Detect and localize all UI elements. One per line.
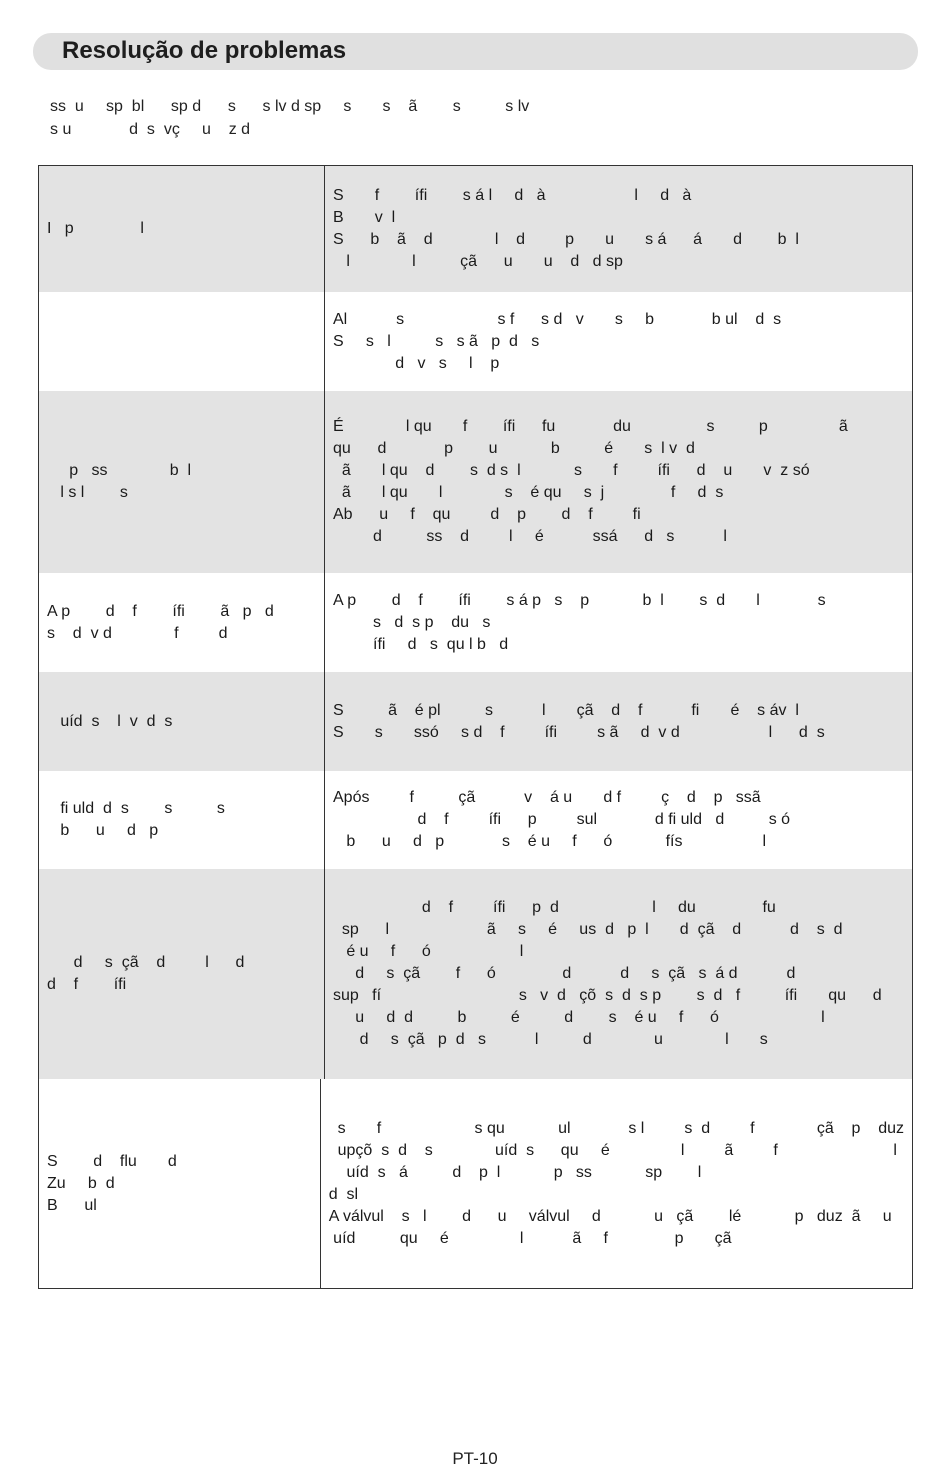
problem-text: I p l <box>47 220 144 237</box>
table-row <box>39 391 912 573</box>
problem-text: d f ífi <box>47 976 127 993</box>
problem-text: B ul <box>47 1196 97 1214</box>
solution-text: s d s p du s <box>333 613 491 631</box>
problem-cell <box>39 166 325 292</box>
solution-text: B v l <box>333 209 396 226</box>
problem-text: s d v d f d <box>47 624 228 642</box>
problem-text: b u d p <box>47 822 159 839</box>
table-row <box>39 672 912 771</box>
intro-line: ss u sp bl sp d s s lv d sp s s ã s s lv <box>50 98 530 115</box>
solution-text: é u f ó l <box>333 943 524 960</box>
solution-text: d ss d l é ssá d s l <box>333 528 727 545</box>
solution-text: S s ssó s d f ífi s ã d v d l d s <box>333 723 825 741</box>
section-header-bar <box>33 33 918 70</box>
problem-cell <box>39 672 325 771</box>
problem-cell <box>39 869 325 1079</box>
solution-cell <box>325 391 912 573</box>
solution-text: S s l s s ã p d s <box>333 332 540 350</box>
problem-text: d s çã d l d <box>47 954 245 971</box>
table-row <box>39 292 912 391</box>
solution-cell <box>325 292 912 391</box>
solution-text: uíd s á d p l p ss sp l <box>328 1163 702 1181</box>
solution-text: S b ã d l d p u s á á d b l <box>333 231 799 248</box>
solution-cell <box>325 771 912 869</box>
troubleshooting-table <box>38 165 913 1289</box>
table-row <box>39 869 912 1079</box>
solution-cell <box>325 166 912 292</box>
solution-text: d s çã p d s l d u l s <box>333 1031 768 1048</box>
problem-cell <box>39 1079 321 1288</box>
solution-cell <box>325 869 912 1079</box>
table-row <box>39 771 912 869</box>
solution-cell <box>325 573 912 672</box>
solution-text: u d d b é d s é u f ó l <box>333 1009 825 1026</box>
problem-text: S d flu d <box>47 1152 177 1170</box>
solution-text: uíd qu é l ã f p çã <box>328 1229 732 1247</box>
intro-line: s u d s vç u z d <box>50 121 251 138</box>
solution-text: upçõ s d s uíd s qu é l ã f l <box>328 1141 897 1159</box>
solution-text: sup fí s v d çõ s d s p s d f ífi qu d <box>333 987 882 1004</box>
solution-text: S f ífi s á l d à l d à <box>333 187 692 204</box>
solution-text: ã l qu l s é qu s j f d s <box>333 484 724 501</box>
problem-text: uíd s l v d s <box>47 712 173 730</box>
problem-cell <box>39 391 325 573</box>
table-row <box>39 573 912 672</box>
intro-paragraph <box>50 95 890 141</box>
solution-text: ã l qu d s d s l s f ífi d u v z só <box>333 462 810 479</box>
solution-text: b u d p s é u f ó fís l <box>333 833 767 850</box>
solution-text: Ab u f qu d p d f fi <box>333 506 641 523</box>
problem-text: l s l s <box>47 484 128 501</box>
solution-text: l l çã u u d d sp <box>333 253 623 270</box>
solution-text: Al s s f s d v s b b ul d s <box>333 310 782 328</box>
solution-text: s f s qu ul s l s d f çã p duz <box>328 1119 904 1137</box>
problem-cell <box>39 771 325 869</box>
solution-text: d f ífi p d l du fu <box>333 899 776 916</box>
solution-text: d s çã f ó d d s çã s á d d <box>333 965 796 982</box>
problem-text: Zu b d <box>47 1174 115 1192</box>
solution-text: É l qu f ífi fu du s p ã <box>333 418 848 435</box>
solution-text: d f ífi p sul d fi uld d s ó <box>333 811 791 828</box>
solution-text: A p d f ífi s á p s p b l s d l s <box>333 591 826 609</box>
solution-cell <box>325 672 912 771</box>
table-row <box>39 166 912 292</box>
table-row <box>39 1079 912 1288</box>
page-number: PT-10 <box>452 1449 498 1468</box>
problem-text: fi uld d s s s <box>47 800 225 817</box>
solution-text: Após f çã v á u d f ç d p ssã <box>333 789 761 806</box>
solution-text: S ã é pl s l çã d f fi é s áv l <box>333 701 799 719</box>
problem-text: p ss b l <box>47 462 192 479</box>
problem-cell <box>39 573 325 672</box>
solution-cell <box>321 1079 912 1288</box>
page-title: Resolução de problemas <box>62 37 347 64</box>
solution-text: d v s l p <box>333 354 500 372</box>
solution-text: sp l ã s é us d p l d çã d d s d <box>333 921 843 938</box>
solution-text: d sl <box>328 1185 359 1203</box>
solution-text: A válvul s l d u válvul d u çã lé p duz ã u <box>328 1207 892 1225</box>
problem-cell <box>39 292 325 391</box>
problem-text: A p d f ífi ã p d <box>47 602 274 620</box>
solution-text: qu d p u b é s l v d <box>333 440 695 457</box>
solution-text: ífi d s qu l b d <box>333 635 509 653</box>
